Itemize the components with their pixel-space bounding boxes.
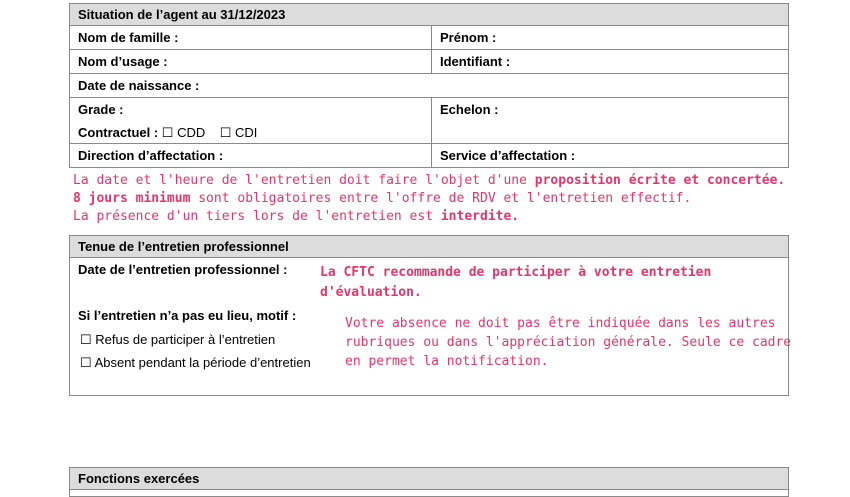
- cdi-label: CDI: [234, 125, 258, 140]
- contractuel-group: [78, 121, 423, 144]
- note-line: La CFTC recommande de participer à votre entretien: [320, 265, 712, 280]
- absence-note: [345, 314, 791, 371]
- note-emphasis: interdite.: [440, 209, 520, 224]
- note-emphasis: 8 jours minimum: [73, 191, 191, 206]
- note-text: La date et l'heure de l'entretien doit faire l'objet d'une: [73, 173, 535, 188]
- date-de-naissance-field[interactable]: Date de naissance :: [78, 78, 200, 93]
- checkbox-icon: ☐: [80, 332, 92, 347]
- section-title-fonctions: Fonctions exercées: [70, 468, 788, 490]
- section-title-tenue: Tenue de l’entretien professionnel: [70, 236, 788, 258]
- identifiant-field[interactable]: Identifiant :: [440, 54, 511, 69]
- prenom-field[interactable]: Prénom :: [440, 30, 497, 45]
- grade-field[interactable]: Grade :: [78, 102, 124, 117]
- absent-label: Absent pendant la période d’entretien: [94, 355, 311, 370]
- interview-date-field[interactable]: Date de l’entretien professionnel :: [78, 262, 288, 277]
- contractuel-label: Contractuel :: [78, 125, 159, 140]
- refus-checkbox[interactable]: [80, 332, 275, 348]
- note-line: rubriques ou dans l'appréciation générale. Seule ce cadre: [345, 335, 792, 350]
- note-line: d'évaluation.: [320, 285, 422, 300]
- checkbox-icon: ☐: [80, 355, 92, 370]
- cdd-checkbox[interactable]: [162, 125, 205, 140]
- absent-checkbox[interactable]: [80, 355, 311, 371]
- motif-label: Si l’entretien n’a pas eu lieu, motif :: [78, 308, 297, 323]
- note-line: en permet la notification.: [345, 354, 549, 369]
- echelon-field[interactable]: Echelon :: [440, 102, 499, 117]
- note-line: Votre absence ne doit pas être indiquée dans les autres: [345, 316, 776, 331]
- nom-usage-field[interactable]: Nom d’usage :: [70, 50, 432, 73]
- nom-de-famille-field[interactable]: Nom de famille :: [70, 26, 432, 49]
- direction-affectation-field[interactable]: Direction d’affectation :: [70, 144, 432, 167]
- service-affectation-field[interactable]: Service d’affectation :: [440, 148, 576, 163]
- note-text: La présence d'un tiers lors de l'entretien est: [73, 209, 441, 224]
- checkbox-icon: ☐: [219, 125, 232, 140]
- fonctions-table: [69, 467, 789, 497]
- grade-cell: [70, 98, 432, 144]
- note-text: sont obligatoires entre l'offre de RDV et l'entretien effectif.: [190, 191, 692, 206]
- note-emphasis: proposition écrite et concertée.: [534, 173, 786, 188]
- cftc-recommendation-note: [320, 263, 711, 303]
- interview-date-note: [73, 172, 785, 226]
- cdd-label: CDD: [177, 125, 206, 140]
- checkbox-icon: ☐: [161, 125, 174, 140]
- cdi-checkbox[interactable]: [220, 125, 258, 140]
- refus-label: Refus de participer à l’entretien: [95, 332, 276, 347]
- agent-situation-table: [69, 3, 789, 168]
- section-title-situation: Situation de l’agent au 31/12/2023: [70, 4, 788, 26]
